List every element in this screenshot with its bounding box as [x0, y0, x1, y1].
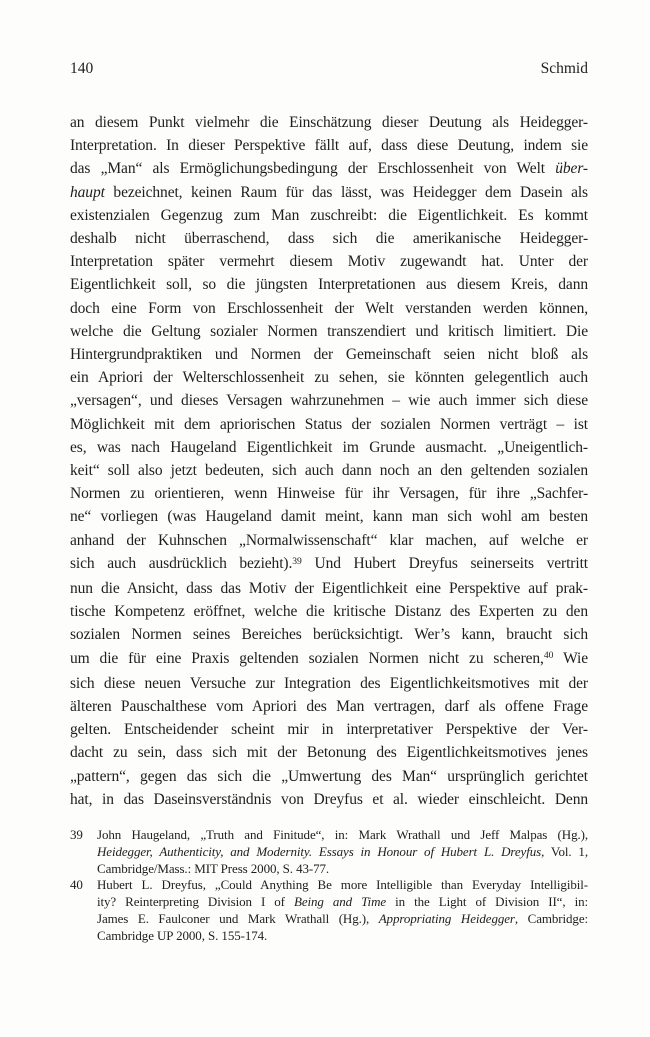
text-run: bezeichnet, keinen Raum für das lässt, was Heidegger dem Dasein als — [104, 183, 588, 201]
footnote — [70, 827, 588, 877]
running-header — [70, 59, 588, 78]
text-line — [97, 877, 588, 894]
text-run: in the Light of Division II“, in: — [386, 894, 588, 910]
text-run: „pattern“, gegen das sich die „Umwertung des Man“ ursprünglich gerichtet — [70, 767, 588, 785]
text-run: , Vol. 1, — [541, 843, 588, 859]
text-run: sozialen Normen seines Bereiches berücksichtigt. Wer’s kann, braucht sich — [70, 626, 588, 644]
text-line — [97, 844, 588, 861]
text-run: ein Apriori der Welterschlossenheit zu sehen, sie könnten gelegentlich auch — [70, 369, 588, 387]
text-run: Being and Time — [293, 894, 387, 910]
text-line — [70, 250, 588, 273]
text-line — [97, 861, 588, 878]
footnote-marker: 39 — [292, 555, 302, 567]
text-line — [70, 413, 588, 436]
text-line — [70, 204, 588, 227]
text-line — [70, 647, 588, 672]
text-run: haupt — [70, 183, 105, 201]
text-line — [70, 482, 588, 505]
footnote-marker: 40 — [543, 650, 554, 662]
text-run: doch eine Form von Erschlossenheit der Welt verstanden werden können, — [70, 299, 588, 317]
text-line — [70, 552, 588, 577]
text-run: , Cambridge: — [514, 910, 588, 926]
text-line — [97, 928, 588, 945]
text-run: deshalb nicht überraschend, dass sich die amerikanische Heidegger- — [70, 230, 588, 248]
text-run: John Haugeland, „Truth and Finitude“, in: Mark Wrathall und Jeff Malpas (Hg.), — [97, 827, 588, 842]
text-run: Wie — [553, 649, 588, 667]
text-line — [70, 695, 588, 718]
text-line — [70, 111, 588, 134]
text-run: Und Hubert Dreyfus seinerseits vertritt — [301, 554, 588, 572]
text-run: dacht zu sein, dass sich mit der Betonung des Eigentlichkeitsmotives jenes — [70, 744, 588, 762]
text-run: Möglichkeit mit dem apriorischen Status der sozialen Normen verträgt – ist — [70, 415, 588, 433]
text-line — [70, 366, 588, 389]
footnote — [70, 877, 588, 944]
text-run: älteren Pauschalthese vom Apriori des Man vertragen, darf als offene Frage — [70, 698, 588, 716]
text-run: gelten. Entscheidender scheint mir in interpretativer Perspektive der Ver- — [70, 721, 588, 739]
text-run: existenzialen Gegenzug zum Man zuschreibt: die Eigentlichkeit. Es kommt — [70, 206, 588, 224]
footnote-number: 40 — [70, 877, 83, 893]
text-run: Eigentlichkeit soll, so die jüngsten Interpretationen aus diesem Kreis, dann — [70, 276, 588, 294]
text-run: Cambridge UP 2000, S. 155-174. — [97, 927, 268, 943]
text-run: hat, in das Daseinsverständnis von Dreyfus et al. wieder einschleicht. Denn — [70, 790, 588, 808]
text-line — [70, 623, 588, 646]
text-line — [70, 227, 588, 250]
text-run: sich diese neuen Versuche zur Integration des Eigentlichkeitsmotives mit der — [70, 674, 588, 692]
text-line — [70, 157, 588, 180]
text-run: das „Man“ als Ermöglichungsbedingung der Erschlossenheit von Welt — [70, 160, 556, 178]
text-run: Cambridge/Mass.: MIT Press 2000, S. 43-77. — [97, 860, 330, 876]
text-line — [70, 529, 588, 552]
text-line — [70, 320, 588, 343]
text-line — [70, 459, 588, 482]
text-run: ne“ vorliegen (was Haugeland damit meint, kann man sich wohl am besten — [70, 508, 588, 526]
text-line — [70, 788, 588, 811]
footnote-text — [97, 877, 588, 944]
text-run: Hubert L. Dreyfus, „Could Anything Be more Intelligible than Everyday Intelligibil- — [97, 877, 588, 893]
text-line — [70, 297, 588, 320]
text-line — [70, 389, 588, 412]
text-run: James E. Faulconer und Mark Wrathall (Hg.), — [97, 910, 379, 926]
text-run: tische Kompetenz eröffnet, welche die kritische Distanz des Experten zu den — [70, 603, 588, 621]
text-run: ity? Reinterpreting Division I of — [97, 894, 294, 910]
running-head-author: Schmid — [540, 60, 588, 77]
footnote-section — [70, 827, 588, 945]
text-run: Heidegger, Authenticity, and Modernity. Essays in Honour of Hubert L. Dreyfus — [97, 843, 542, 859]
text-line — [70, 600, 588, 623]
text-line — [70, 505, 588, 528]
text-line — [97, 827, 588, 844]
text-line — [70, 134, 588, 157]
text-run: nun die Ansicht, dass das Motiv der Eigentlichkeit eine Perspektive auf prak- — [70, 580, 588, 598]
text-run: Interpretation. In dieser Perspektive fällt auf, dass diese Deutung, indem sie — [70, 137, 588, 155]
text-line — [70, 718, 588, 741]
text-line — [70, 181, 588, 204]
text-run: Hintergrundpraktiken und Normen der Gemeinschaft seien nicht bloß als — [70, 346, 588, 364]
text-line — [70, 765, 588, 788]
text-run: welche die Geltung sozialer Normen transzendiert und kritisch limitiert. Die — [70, 322, 588, 340]
text-line — [70, 672, 588, 695]
text-line — [70, 273, 588, 296]
text-line — [97, 894, 588, 911]
footnote-number: 39 — [70, 827, 83, 842]
text-run: sich auch ausdrücklich bezieht). — [70, 554, 293, 572]
text-line — [70, 343, 588, 366]
text-run: über- — [555, 160, 588, 178]
text-line — [70, 436, 588, 459]
text-run: Interpretation später vermehrt diesem Motiv zugewandt hat. Unter der — [70, 253, 588, 271]
text-run: keit“ soll also jetzt bedeuten, sich auch dann noch an den geltenden sozialen — [70, 462, 588, 480]
text-line — [70, 577, 588, 600]
text-run: Normen zu orientieren, wenn Hinweise für ihr Versagen, für ihre „Sachfer- — [70, 485, 588, 503]
text-run: „versagen“, und dieses Versagen wahrzunehmen – wie auch immer sich diese — [70, 392, 588, 410]
body-text — [70, 111, 588, 811]
text-run: anhand der Kuhnschen „Normalwissenschaft“ klar machen, auf welche er — [70, 531, 588, 549]
footnote-text — [97, 827, 588, 877]
page-number: 140 — [70, 60, 94, 77]
text-run: Appropriating Heidegger — [378, 910, 515, 926]
text-run: an diesem Punkt vielmehr die Einschätzung dieser Deutung als Heidegger- — [70, 114, 588, 131]
text-line — [70, 741, 588, 764]
text-line — [97, 911, 588, 928]
text-run: um die für eine Praxis geltenden sozialen Normen nicht zu scheren, — [70, 649, 544, 667]
text-run: es, was nach Haugeland Eigentlichkeit im Grunde ausmacht. „Uneigentlich- — [70, 438, 588, 456]
